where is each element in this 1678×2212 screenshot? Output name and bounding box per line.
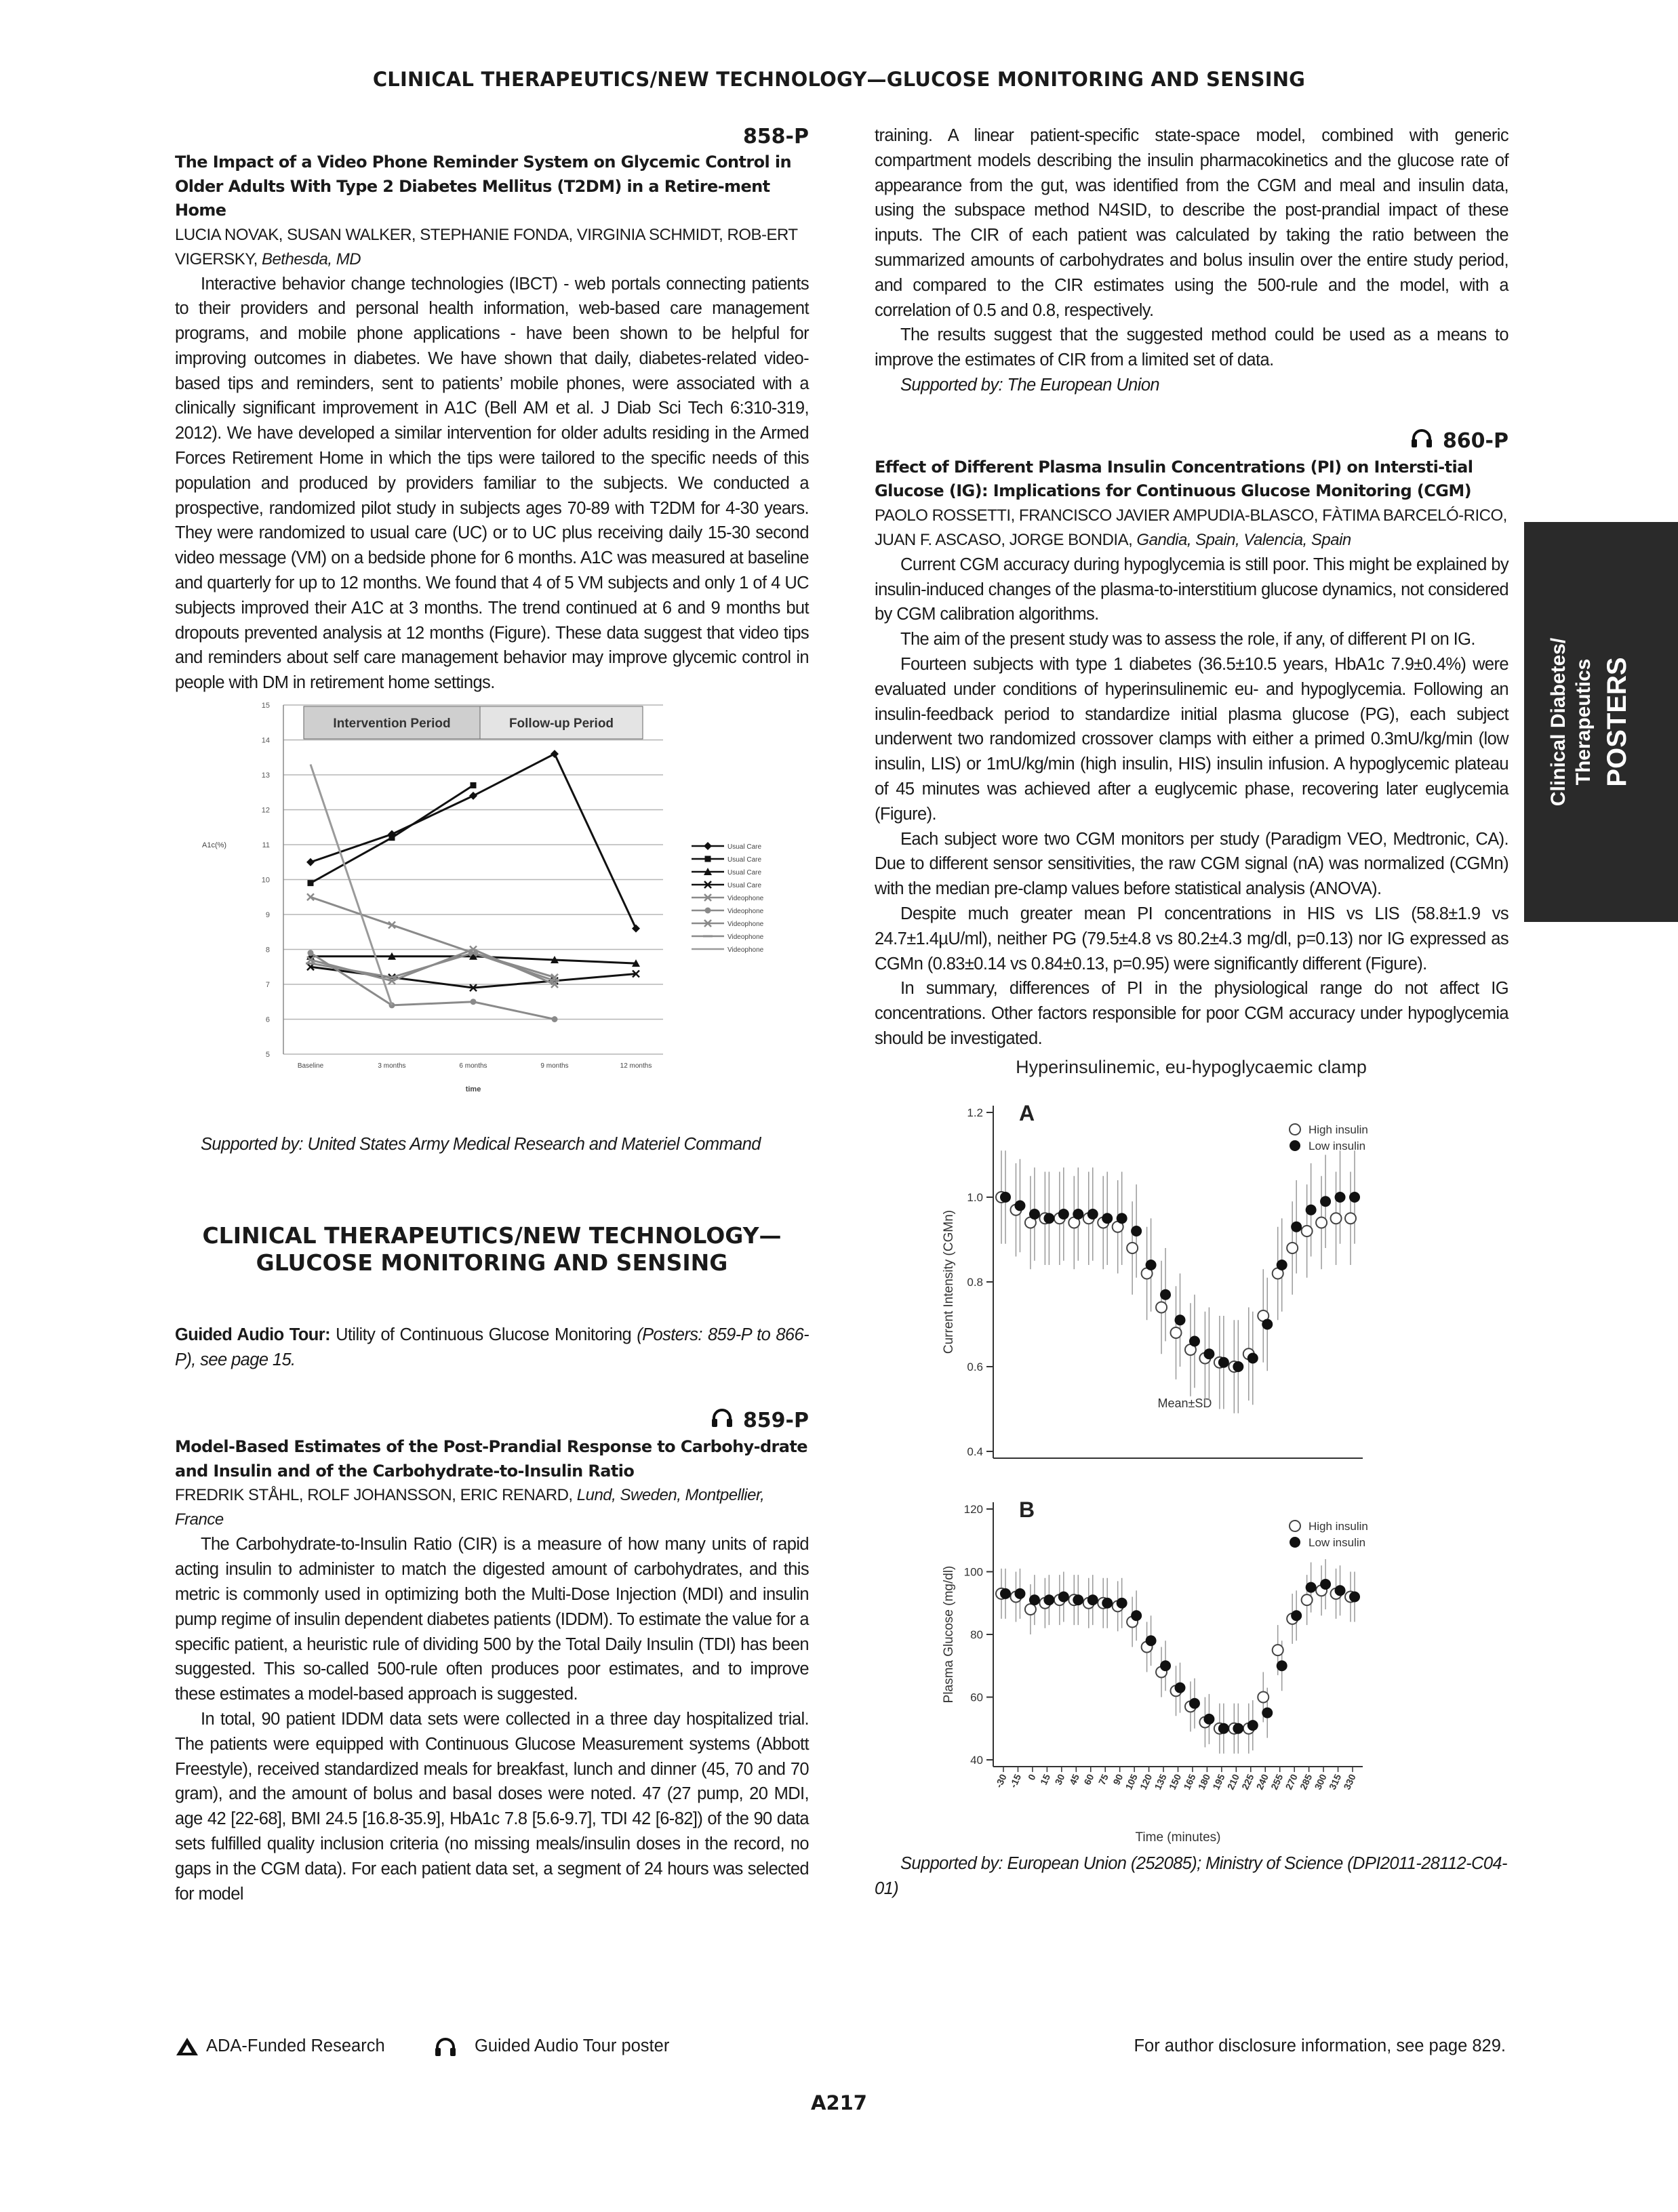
y-axis-label: A1c(%)	[202, 841, 227, 850]
abstract-859-title: Model-Based Estimates of the Post-Prandial Response to Carbohy-drate and Insulin and of the Carbohydrate-to-Insulin Ratio	[175, 1437, 807, 1481]
data-point	[1320, 1579, 1331, 1590]
data-point	[1014, 1588, 1025, 1599]
side-tab-line3: POSTERS	[1602, 657, 1632, 787]
y-tick-label: 0.8	[967, 1275, 983, 1289]
x-tick-label: 240	[1254, 1772, 1271, 1792]
panel-label: B	[1019, 1497, 1035, 1522]
series-0	[306, 750, 761, 933]
legend-label: Usual Care	[727, 869, 762, 877]
section-heading-line1: CLINICAL THERAPEUTICS/NEW TECHNOLOGY—	[202, 1222, 782, 1249]
data-point	[1302, 1594, 1313, 1605]
y-tick-label: 11	[262, 841, 270, 850]
left-column	[175, 123, 809, 1906]
data-point	[1146, 1635, 1157, 1646]
data-point	[1335, 1192, 1346, 1203]
data-point	[1262, 1707, 1273, 1718]
legend-label: Videophone	[727, 895, 764, 903]
y-tick-label: 60	[970, 1691, 983, 1704]
headphones-icon	[1410, 428, 1433, 456]
data-point	[1058, 1209, 1069, 1220]
data-point	[1025, 1604, 1036, 1615]
abstract-858-authors	[175, 223, 809, 272]
data-point	[1189, 1697, 1200, 1708]
data-point	[471, 999, 477, 1005]
data-point	[552, 1016, 558, 1022]
guided-tour-label: Guided Audio Tour:	[175, 1325, 330, 1344]
data-point	[1043, 1594, 1054, 1605]
data-point	[1277, 1660, 1287, 1671]
x-tick-label: 12 months	[620, 1062, 652, 1070]
y-tick-label: 0.6	[967, 1360, 983, 1373]
abstract-859-supported: Supported by: The European Union	[900, 375, 1159, 395]
guided-tour-note	[175, 1323, 809, 1373]
data-point	[1160, 1660, 1171, 1671]
legend-label: Usual Care	[727, 882, 762, 890]
abstract-859-authors	[175, 1483, 809, 1532]
x-tick-label: 75	[1096, 1772, 1111, 1787]
author-disclosure-note: For author disclosure information, see page 829.	[1134, 2036, 1506, 2055]
x-tick-label: 165	[1181, 1772, 1198, 1792]
data-point	[1000, 1588, 1011, 1599]
x-tick-label: -15	[1007, 1772, 1024, 1790]
x-tick-label: 180	[1195, 1772, 1213, 1792]
guided-tour-text: Utility of Continuous Glucose Monitoring	[336, 1325, 632, 1344]
x-tick-label: 300	[1312, 1772, 1329, 1792]
annotation: Mean±SD	[1157, 1396, 1212, 1410]
series-1	[308, 782, 762, 886]
data-point	[1043, 1213, 1054, 1224]
series-line	[311, 953, 555, 1020]
data-point	[1218, 1723, 1229, 1733]
y-tick-label: 40	[970, 1753, 983, 1767]
data-point	[389, 834, 395, 841]
data-point	[1117, 1213, 1127, 1224]
data-point	[1335, 1585, 1346, 1596]
data-point	[1302, 1226, 1313, 1236]
author-location: Gandia, Spain, Valencia, Spain	[1136, 530, 1351, 549]
section-side-tab	[1524, 522, 1678, 922]
abstract-859-p3: training. A linear patient-specific state-space model, combined with generic compartment models describing the insulin pharmacokinetics and the glucose rate of appearance from the gut, was identified from the CGM and meal and insulin data, using the subspace method N4SID, to describe the post-prandial impact of these inputs. The CIR of each patient was calculated by taking the ratio between the summarized amounts of carbohydrates and bolus insulin over the entire study period, and compared to the CIR estimates using the 500-rule and the model, with a correlation of 0.5 and 0.8, respectively.	[875, 126, 1509, 320]
author-list: FREDRIK STÅHL, ROLF JOHANSSON, ERIC RENARD,	[175, 1486, 573, 1505]
abstract-860-number: 860-P	[1442, 428, 1509, 453]
legend-label: Usual Care	[727, 856, 762, 864]
abstract-860-p4: Each subject wore two CGM monitors per study (Paradigm VEO, Medtronic, CA). Due to different sensor sensitivities, the raw CGM signal (nA) was normalized (CGMn) with the median pre-clamp values before statistical analysis (ANOVA).	[875, 829, 1509, 899]
series-6	[307, 920, 764, 988]
data-point	[1349, 1591, 1360, 1602]
x-axis-label: Time (minutes)	[1135, 1830, 1221, 1845]
abstract-860-authors	[875, 504, 1509, 552]
y-tick-label: 12	[261, 806, 270, 815]
legend-marker	[1290, 1537, 1300, 1548]
right-column	[875, 123, 1509, 1901]
data-point	[1218, 1356, 1229, 1367]
data-point	[1146, 1260, 1157, 1270]
guided-tour-ref: (Posters: 859-P to 866-P), see page 15.	[175, 1325, 809, 1369]
y-tick-label: 1.0	[967, 1190, 983, 1204]
y-tick-label: 6	[265, 1015, 270, 1024]
x-tick-label: 255	[1269, 1772, 1285, 1792]
y-tick-label: 10	[261, 876, 270, 885]
data-point	[1247, 1352, 1258, 1363]
data-point	[1058, 1591, 1069, 1602]
panel-B	[942, 1497, 1368, 1845]
abstract-860-title: Effect of Different Plasma Insulin Concentrations (PI) on Intersti-tial Glucose (IG): Implications for Continuous Glucose Monitoring (CGM)	[875, 457, 1473, 501]
side-tab-line2: Therapeutics	[1572, 658, 1595, 786]
legend-marker	[1290, 1521, 1300, 1531]
data-point	[469, 792, 477, 800]
legend-label: Videophone	[727, 908, 764, 916]
period-label: Intervention Period	[333, 717, 451, 731]
a1c-line-chart	[175, 698, 809, 1125]
data-point	[1171, 1327, 1182, 1338]
data-point	[1131, 1610, 1142, 1621]
data-point	[1189, 1335, 1200, 1346]
author-location: Lund, Sweden, Montpellier, France	[175, 1486, 765, 1529]
y-tick-label: 14	[261, 736, 270, 745]
data-point	[632, 925, 640, 933]
x-tick-label: 195	[1210, 1772, 1227, 1792]
data-point	[1117, 1597, 1127, 1608]
y-tick-label: 100	[963, 1565, 983, 1579]
y-tick-label: 0.4	[967, 1445, 983, 1458]
abstract-858-body: Interactive behavior change technologies (IBCT) - web portals connecting patients to their providers and personal health information, web-based care management programs, and mobile phone applications - have been shown to be helpful for improving outcomes in diabetes. We have shown that daily, diabetes-related video-based tips and reminders, sent to patients’ mobile phones, were associated with a clinically significant improvement in A1C (Bell AM et al. J Diab Sci Tech 6:310-319, 2012). We have developed a similar intervention for older adults residing in the Armed Forces Retirement Home in which the tips were tailored to the specific needs of this population and produced by providers familiar to the subjects. We conducted a prospective, randomized pilot study in subjects ages 70-89 with T2DM for 4-30 years. They were randomized to usual care (UC) or to UC plus receiving daily 15-30 second video message (VM) on a bedside phone for 6 months. A1C was measured at baseline and quarterly for up to 12 months. We found that 4 of 5 VM subjects and only 1 of 4 UC subjects improved their A1C at 3 months. The trend continued at 6 and 9 months but dropouts prevented analysis at 12 months (Figure). These data suggest that video tips and reminders about self care management behavior may improve glycemic control in people with DM in retirement home settings.	[175, 274, 809, 693]
data-point	[1175, 1682, 1186, 1693]
x-tick-label: 270	[1283, 1772, 1300, 1792]
series-5	[308, 908, 764, 1023]
data-point	[1345, 1213, 1356, 1224]
running-head: CLINICAL THERAPEUTICS/NEW TECHNOLOGY—GLUCOSE MONITORING AND SENSING	[372, 68, 1306, 91]
abstract-859-p2: In total, 90 patient IDDM data sets were collected in a three day hospitalized trial. The patients were equipped with Continuous Glucose Measurement systems (Abbott Freestyle), received standardized meals for breakfast, lunch and dinner (45, 70 and 70 gram), and the amount of bolus and basal doses were noted. 47 (27 pump, 20 MDI, age 42 [22-68], BMI 24.5 [16.8-35.9], HbA1c 7.8 [5.6-9.7], TDI 42 [6-82]) of the 90 data sets fulfilled quality inclusion criteria (no missing meals/insulin doses in the record, no gaps in the CGM data). For each patient data set, a segment of 24 hours was selected for model	[175, 1710, 809, 1904]
x-tick-label: 60	[1081, 1772, 1096, 1787]
guided-tour-poster-label: Guided Audio Tour poster	[475, 2036, 670, 2055]
data-point	[1273, 1645, 1283, 1655]
period-label: Follow-up Period	[508, 717, 614, 731]
y-tick-label: 7	[265, 981, 270, 990]
data-point	[1287, 1243, 1298, 1253]
x-tick-label: 9 months	[540, 1062, 569, 1070]
data-point	[1029, 1594, 1040, 1605]
data-point	[1291, 1610, 1302, 1621]
x-tick-label: 135	[1152, 1772, 1169, 1792]
x-tick-label: 45	[1066, 1772, 1082, 1787]
data-point	[1000, 1192, 1011, 1203]
data-point	[705, 908, 711, 914]
x-tick-label: 90	[1111, 1772, 1125, 1787]
y-tick-label: 9	[265, 911, 270, 920]
x-tick-label: 150	[1166, 1772, 1184, 1792]
data-point	[306, 858, 315, 866]
data-point	[1262, 1319, 1273, 1329]
ada-funded-label: ADA-Funded Research	[206, 2036, 385, 2055]
x-tick-label: 6 months	[459, 1062, 487, 1070]
legend-label: Videophone	[727, 933, 764, 942]
abstract-860-p1: Current CGM accuracy during hypoglycemia is still poor. This might be explained by insulin-induced changes of the plasma-to-interstitium glucose dynamics, not considered by CGM calibration algorithms.	[875, 555, 1509, 624]
author-location: Bethesda, MD	[261, 249, 361, 268]
panel-label: A	[1019, 1100, 1035, 1125]
legend-label: Usual Care	[727, 843, 762, 851]
data-point	[1258, 1691, 1269, 1702]
data-point	[1203, 1714, 1214, 1725]
y-tick-label: 80	[970, 1628, 983, 1641]
x-tick-label: 3 months	[378, 1062, 406, 1070]
y-tick-label: 120	[963, 1502, 983, 1516]
panel-A	[942, 1101, 1368, 1458]
data-point	[471, 782, 477, 788]
x-tick-label: 30	[1052, 1772, 1067, 1787]
x-tick-label: 0	[1025, 1772, 1038, 1782]
legend-marker	[1290, 1124, 1300, 1135]
data-point	[1277, 1260, 1287, 1270]
data-point	[1102, 1213, 1113, 1224]
abstract-859-header	[175, 1407, 809, 1435]
abstract-858-supported: Supported by: United States Army Medical Research and Materiel Command	[201, 1135, 761, 1154]
data-point	[1131, 1226, 1142, 1236]
legend-label: Videophone	[727, 921, 764, 929]
abstract-860-p3: Fourteen subjects with type 1 diabetes (36.5±10.5 years, HbA1c 7.9±0.4%) were evaluated under conditions of hyperinsulinemic eu- and hypoglycemia. Following an insulin-feedback period to standardize initial plasma glucose (PG), each subject underwent two randomized crossover clamps with either a primed 0.3mU/kg/min (low insulin, LIS) or 1mU/kg/min (high insulin, HIS) insulin infusion. A hypoglycemic plateau of 45 minutes was achieved after a euglycemic phase, recovering later euglycemia (Figure).	[875, 654, 1509, 824]
chart-title: Hyperinsulinemic, eu-hypoglycaemic clamp	[1016, 1056, 1367, 1077]
x-tick-label: 15	[1038, 1772, 1053, 1787]
y-tick-label: 13	[261, 771, 270, 780]
abstract-860-p5: Despite much greater mean PI concentrations in HIS vs LIS (58.8±1.9 vs 24.7±1.4µU/ml), neither PG (79.5±4.8 vs 80.2±4.3 mg/dl, p=0.13) nor IG expressed as CGMn (0.83±0.14 vs 0.84±0.13, p=0.95) were significantly different (Figure).	[875, 904, 1509, 973]
data-point	[1073, 1209, 1083, 1220]
data-point	[308, 950, 314, 956]
y-axis-label: Current Intensity (CGMn)	[942, 1209, 956, 1354]
data-point	[1156, 1302, 1167, 1312]
headphones-icon	[711, 1407, 734, 1435]
abstract-860-p2: The aim of the present study was to assess the role, if any, of different PI on IG.	[900, 630, 1475, 649]
author-list: LUCIA NOVAK, SUSAN WALKER, STEPHANIE FONDA, VIRGINIA SCHMIDT, ROB-ERT VIGERSKY,	[175, 225, 798, 268]
data-point	[1349, 1192, 1360, 1203]
series-4	[307, 893, 764, 980]
abstract-860-p6: In summary, differences of PI in the physiological range do not affect IG concentrations. Other factors responsible for poor CGM accuracy under hypoglycemia should be investigated.	[875, 979, 1509, 1048]
data-point	[1073, 1594, 1083, 1605]
data-point	[1203, 1348, 1214, 1359]
abstract-859-p1: The Carbohydrate-to-Insulin Ratio (CIR) is a measure of how many units of rapid acting insulin to administer to match the digested amount of carbohydrates, and this metric is commonly used in optimizing both the Multi-Dose Injection (MDI) and insulin pump regime of insulin dependent diabetes patients (IDDM). To estimate the value for a specific patient, a heuristic rule of dividing 500 by the Total Daily Insulin (TDI) has been suggested. This so-called 500-rule often produces poor estimates, and to improve these estimates a model-based approach is suggested.	[175, 1535, 809, 1704]
x-tick-label: 105	[1123, 1772, 1140, 1792]
abstract-859-p4: The results suggest that the suggested method could be used as a means to improve the estimates of CIR from a limited set of data.	[875, 325, 1509, 370]
legend-label: Low insulin	[1309, 1139, 1366, 1152]
data-point	[1029, 1209, 1040, 1220]
data-point	[1014, 1200, 1025, 1211]
x-tick-label: 330	[1341, 1772, 1358, 1792]
abstract-860-supported: Supported by: European Union (252085); Ministry of Science (DPI2011-28112-C04-01)	[875, 1853, 1507, 1898]
x-tick-label: 285	[1297, 1772, 1315, 1792]
data-point	[551, 750, 559, 758]
data-point	[1316, 1217, 1327, 1228]
legend-label: High insulin	[1309, 1519, 1368, 1533]
data-point	[1247, 1720, 1258, 1731]
data-point	[1087, 1209, 1098, 1220]
data-point	[1233, 1361, 1243, 1372]
data-point	[308, 880, 314, 886]
data-point	[1320, 1196, 1331, 1207]
data-point	[1233, 1723, 1243, 1733]
data-point	[704, 842, 712, 850]
data-point	[705, 856, 711, 862]
data-point	[1087, 1594, 1098, 1605]
author-list: PAOLO ROSSETTI, FRANCISCO JAVIER AMPUDIA-BLASCO, FÀTIMA BARCELÓ-RICO, JUAN F. ASCASO, JORGE BONDIA,	[875, 506, 1507, 549]
data-point	[1127, 1243, 1138, 1253]
legend-label: Low insulin	[1309, 1535, 1366, 1549]
ada-triangle-icon	[175, 2036, 199, 2057]
footer-ada-legend	[175, 2036, 385, 2057]
x-tick-label: 315	[1326, 1772, 1344, 1792]
abstract-858-title: The Impact of a Video Phone Reminder System on Glycemic Control in Older Adults With Type 2 Diabetes Mellitus (T2DM) in a Retire-ment Home	[175, 153, 792, 220]
x-tick-label: -30	[993, 1772, 1009, 1790]
footer-tour-legend	[434, 2036, 669, 2057]
y-axis-label: Plasma Glucose (mg/dl)	[942, 1565, 956, 1704]
x-axis-label: time	[465, 1085, 481, 1094]
y-tick-label: 8	[265, 946, 270, 954]
x-tick-label: 120	[1137, 1772, 1155, 1792]
abstract-858-number: 858-P	[742, 125, 809, 148]
data-point	[1175, 1314, 1186, 1325]
data-point	[1160, 1289, 1171, 1300]
series-line	[311, 754, 636, 929]
y-tick-label: 1.2	[967, 1106, 983, 1119]
page-number: A217	[811, 2091, 867, 2114]
legend-marker	[1290, 1140, 1300, 1151]
y-tick-label: 5	[265, 1051, 270, 1060]
data-point	[1102, 1597, 1113, 1608]
data-point	[1331, 1213, 1342, 1224]
x-tick-label: Baseline	[297, 1062, 324, 1070]
headphones-icon	[434, 2036, 457, 2057]
clamp-chart	[875, 1051, 1509, 1851]
y-tick-label: 15	[261, 702, 270, 710]
abstract-859-number: 859-P	[742, 1409, 809, 1433]
data-point	[1291, 1221, 1302, 1232]
x-tick-label: 210	[1224, 1772, 1242, 1792]
section-heading-line2: GLUCOSE MONITORING AND SENSING	[256, 1249, 728, 1276]
side-tab-line1: Clinical Diabetes/	[1547, 637, 1570, 807]
abstract-860-header	[875, 428, 1509, 456]
x-tick-label: 225	[1239, 1772, 1256, 1792]
legend-label: High insulin	[1309, 1123, 1368, 1136]
data-point	[1306, 1204, 1317, 1215]
legend-label: Videophone	[727, 946, 764, 954]
data-point	[1306, 1582, 1317, 1592]
